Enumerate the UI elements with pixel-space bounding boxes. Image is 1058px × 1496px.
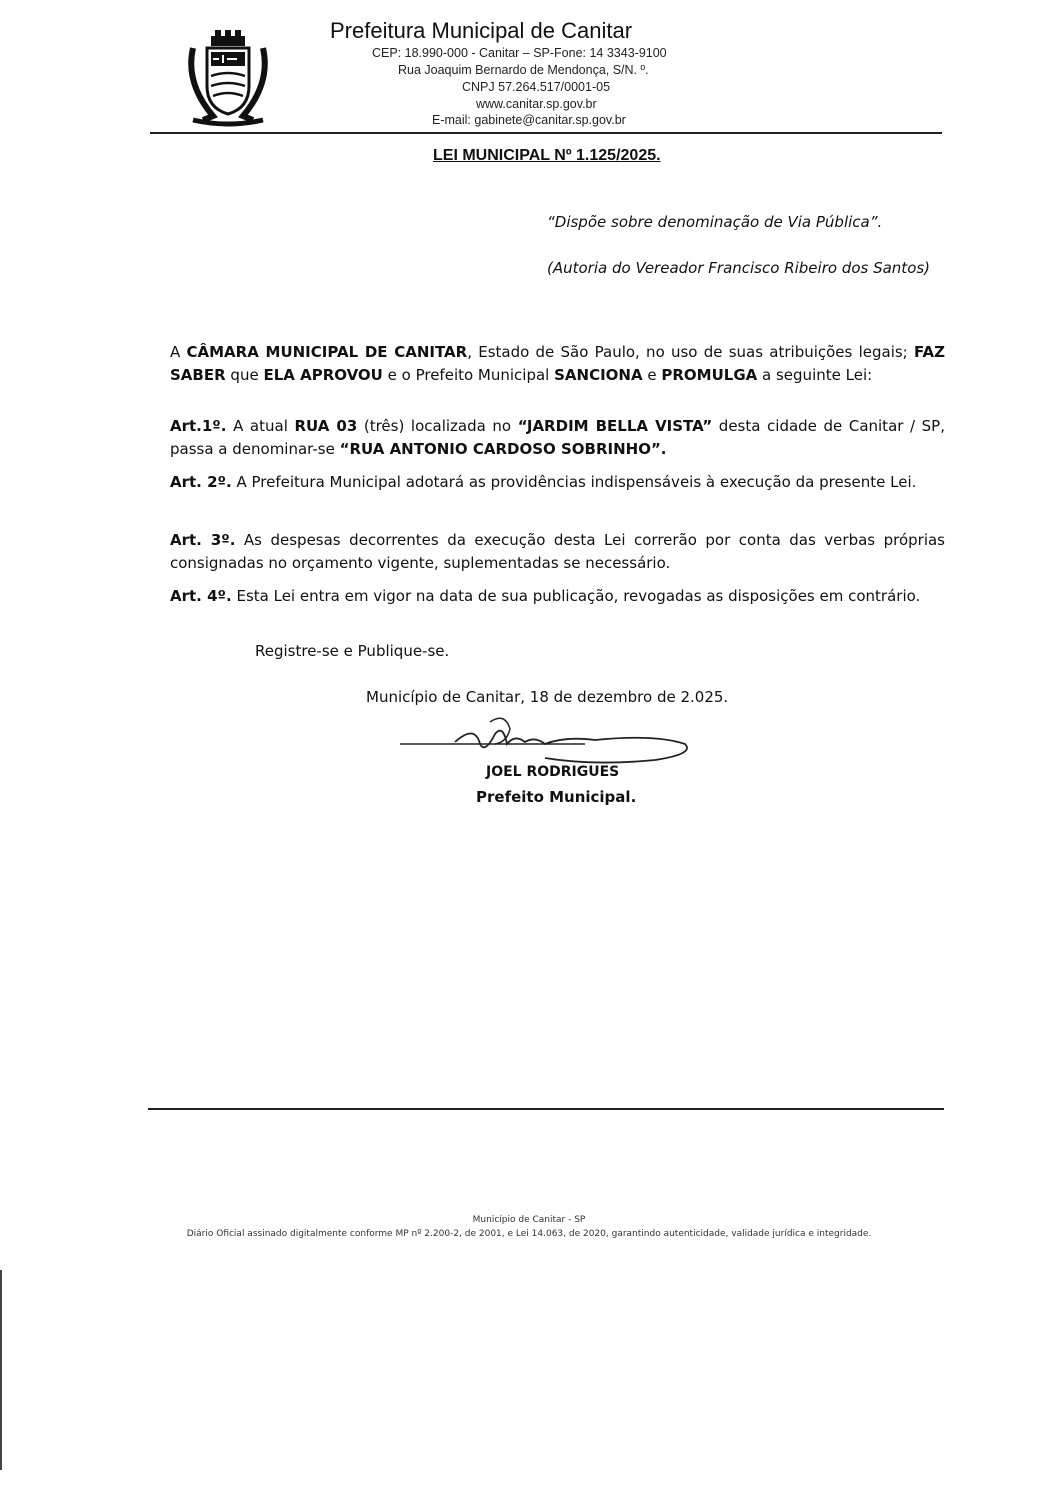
intro-paragraph: A CÂMARA MUNICIPAL DE CANITAR, Estado de São Paulo, no uso de suas atribuições legais; FAZ SABER que ELA APROVOU e o Prefeito Municipal SANCIONA e PROMULGA a seguinte Lei: xyxy=(170,343,945,384)
footer-divider xyxy=(148,1108,944,1110)
signatory-role: Prefeito Municipal. xyxy=(476,788,637,806)
header-website: www.canitar.sp.gov.br xyxy=(476,97,597,111)
footer-municipality: Município de Canitar - SP xyxy=(472,1215,586,1225)
header-cep-phone: CEP: 18.990-000 - Canitar – SP-Fone: 14 3343-9100 xyxy=(372,46,667,60)
scan-edge-line xyxy=(0,1270,2,1470)
header-title: Prefeitura Municipal de Canitar xyxy=(330,18,633,43)
article-2: Art. 2º. A Prefeitura Municipal adotará as providências indispensáveis à execução da presente Lei. xyxy=(170,473,917,491)
law-ementa: “Dispõe sobre denominação de Via Pública”. xyxy=(547,213,883,231)
header-divider xyxy=(150,132,942,134)
date-line: Município de Canitar, 18 de dezembro de 2.025. xyxy=(366,688,729,706)
law-title: LEI MUNICIPAL Nº 1.125/2025. xyxy=(433,147,661,164)
header-address: Rua Joaquim Bernardo de Mendonça, S/N. º. xyxy=(398,63,649,77)
signatory-name: JOEL RODRIGUES xyxy=(486,764,620,780)
header-cnpj: CNPJ 57.264.517/0001-05 xyxy=(462,80,611,94)
article-3: Art. 3º. As despesas decorrentes da execução desta Lei correrão por conta das verbas próprias consignadas no orçamento vigente, suplementadas se necessário. xyxy=(170,531,945,572)
law-authorship: (Autoria do Vereador Francisco Ribeiro dos Santos) xyxy=(547,259,931,277)
municipal-crest-icon xyxy=(183,28,273,128)
header-email: E-mail: gabinete@canitar.sp.gov.br xyxy=(432,113,626,127)
footer-digital-signature-note: Diário Oficial assinado digitalmente conforme MP nº 2.200-2, de 2001, e Lei 14.063, de 2020, garantindo autenticidade, validade jurídica e integridade. xyxy=(186,1229,872,1239)
article-1: Art.1º. A atual RUA 03 (três) localizada no “JARDIM BELLA VISTA” desta cidade de Canitar / SP, passa a denominar-se “RUA ANTONIO CARDOSO SOBRINHO”. xyxy=(170,417,945,458)
closing-statement: Registre-se e Publique-se. xyxy=(255,642,450,660)
article-4: Art. 4º. Esta Lei entra em vigor na data de sua publicação, revogadas as disposições em contrário. xyxy=(170,587,921,605)
